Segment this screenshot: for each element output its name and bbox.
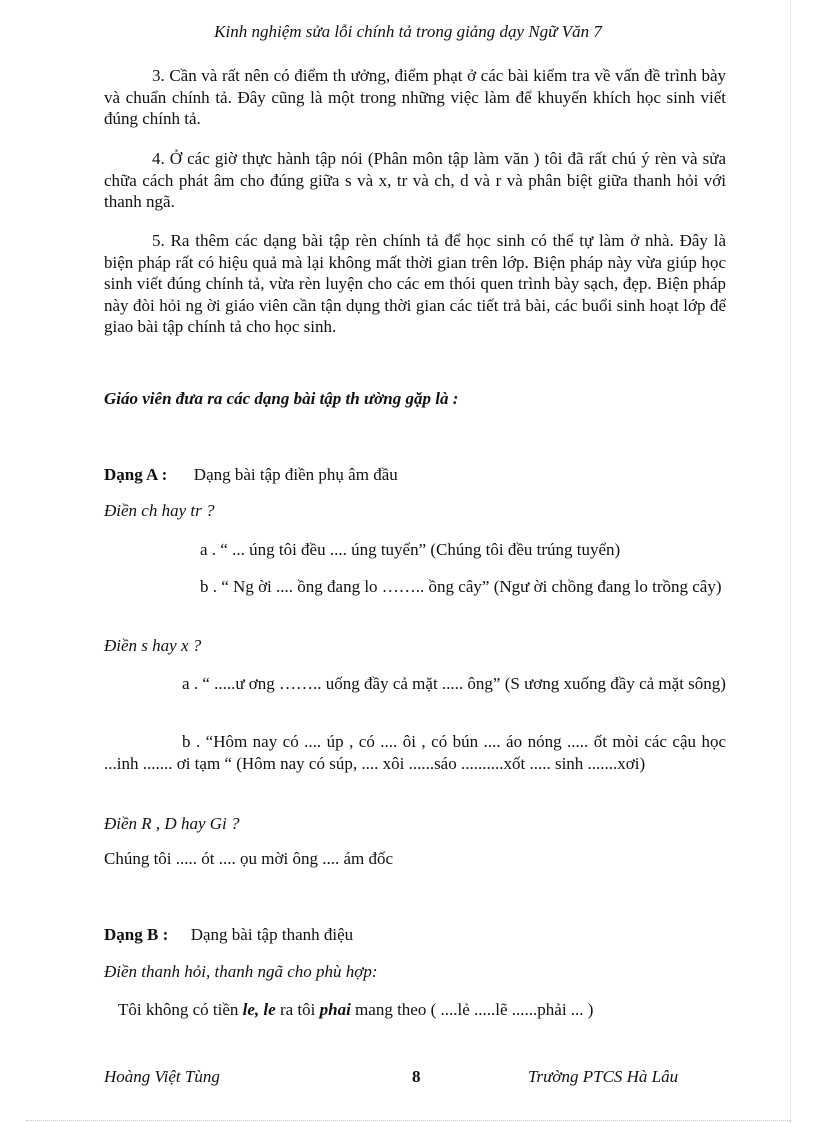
dang-b-item bbox=[104, 999, 726, 1021]
dang-a-item-1a: a . “ ... úng tôi đều .... úng tuyển” (Chúng tôi đều trúng tuyển) bbox=[200, 540, 621, 559]
section-heading: Giáo viên đưa ra các dạng bài tập th ường gặp là : bbox=[104, 389, 459, 408]
dang-a-heading bbox=[104, 464, 726, 486]
paragraph-4: 4. Ở các giờ thực hành tập nói (Phân môn tập làm văn ) tôi đã rất chú ý rèn và sửa chữa cách phát âm cho đúng giữa s và x, tr và ch, d và r và phân biệt giữa thanh hỏi với thanh ngã. bbox=[104, 149, 726, 211]
paragraph-3: 3. Cần và rất nên có điểm th ưởng, điểm phạt ở các bài kiểm tra về vấn đề trình bày và chuẩn chính tả. Đây cũng là một trong những việc làm để khuyến khích học sinh viết đúng chính tả. bbox=[104, 66, 726, 128]
footer-school: Trường PTCS Hà Lâu bbox=[528, 1067, 679, 1086]
dang-a-item-2a: a . “ .....ư ơng …….. uống đầy cả mặt ..... ông” (S ương xuống đầy cả mặt sông) bbox=[182, 674, 726, 693]
dang-b-text-post: mang theo ( ....lẻ .....lẽ ......phải ... ) bbox=[355, 1000, 594, 1019]
paragraph-5: 5. Ra thêm các dạng bài tập rèn chính tả để học sinh có thể tự làm ở nhà. Đây là biện pháp rất có hiệu quả mà lại không mất thời gian trên lớp. Biện pháp này vừa giúp học sinh viết đúng chính tả, vừa rèn luyện cho các em thói quen trình bày sạch, đẹp. Biện pháp này đòi hỏi ng ời giáo viên cần tận dụng thời gian các tiết trả bài, các buổi sinh hoạt lớp để giao bài tập chính tả cho học sinh. bbox=[104, 231, 726, 336]
dang-b-label: Dạng B : bbox=[104, 925, 169, 944]
dang-b-question-1: Điền thanh hỏi, thanh ngã cho phù hợp: bbox=[104, 962, 378, 981]
dang-a-item-3: Chúng tôi ..... ót .... ọu mời ông .... ám đốc bbox=[104, 849, 394, 868]
dang-a-item-2b: b . “Hôm nay có .... úp , có .... ôi , có bún .... áo nóng ..... ốt mòi các cậu học ...inh ....... ơi tạm “ (Hôm nay có súp, .... xôi ......sáo ..........xốt ..... sinh .......xơi) bbox=[104, 732, 726, 773]
footer-page-number: 8 bbox=[412, 1067, 421, 1086]
page-header: Kinh nghiệm sửa lỗi chính tả trong giảng dạy Ngữ Văn 7 bbox=[214, 22, 602, 41]
dang-b-text-mid: ra tôi bbox=[279, 1000, 316, 1019]
dang-a-label: Dạng A : bbox=[104, 465, 168, 484]
dang-a-question-2: Điền s hay x ? bbox=[104, 636, 202, 655]
page-frame-right bbox=[790, 0, 791, 1123]
dang-b-word-phai: phai bbox=[319, 1000, 351, 1019]
page-frame-bottom bbox=[26, 1120, 790, 1121]
dang-a-item-1b: b . “ Ng ời .... ồng đang lo …….. ồng cây” (Ngư ời chồng đang lo trồng cây) bbox=[200, 577, 722, 596]
dang-b-heading bbox=[104, 924, 726, 946]
footer-author: Hoàng Việt Tùng bbox=[104, 1067, 220, 1086]
dang-a-title: Dạng bài tập điền phụ âm đầu bbox=[193, 465, 398, 484]
dang-a-question-3: Điền R , D hay Gi ? bbox=[104, 814, 240, 833]
dang-b-text-pre: Tôi không có tiền bbox=[118, 1000, 239, 1019]
dang-b-title: Dạng bài tập thanh điệu bbox=[190, 925, 354, 944]
dang-a-question-1: Điền ch hay tr ? bbox=[104, 501, 215, 520]
dang-b-word-le: le, le bbox=[242, 1000, 276, 1019]
